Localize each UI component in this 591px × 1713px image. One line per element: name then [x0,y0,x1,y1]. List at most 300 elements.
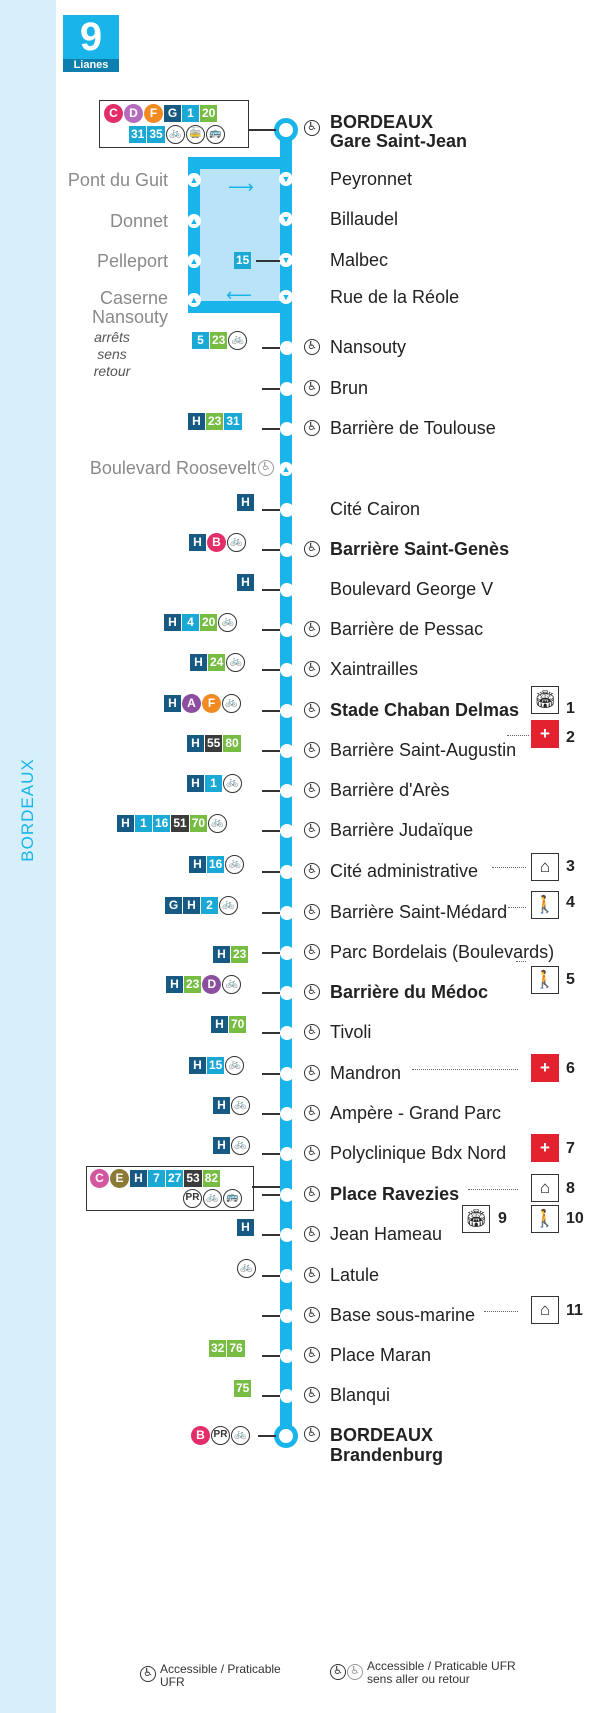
stop-name[interactable]: Boulevard Roosevelt [89,458,256,478]
bike-icon: 🚲 [203,1189,222,1208]
connector-tick [262,912,280,914]
connections-ravezies-row2 [182,1189,242,1208]
poi-number: 2 [566,729,575,746]
stop-name[interactable]: Polyclinique Bdx Nord [330,1143,507,1163]
stadium-icon[interactable]: 🏟 [531,686,559,714]
wheelchair-icon: ♿ [258,460,274,476]
connector-tick [262,1315,280,1317]
bus-4-badge[interactable]: 4 [182,614,199,631]
bus-23-badge[interactable]: 23 [233,947,247,961]
hospital-icon[interactable]: + [531,1134,559,1162]
leader-dots [516,961,526,962]
connections-maran [208,1339,245,1358]
stop-dot[interactable] [280,1309,294,1323]
bus-h-badge[interactable]: H [237,1219,254,1236]
bus-31-badge[interactable]: 31 [131,127,145,141]
stop-dot[interactable] [280,1067,294,1081]
connector-tick [262,388,280,390]
stop-dot[interactable] [280,583,294,597]
stop-dot-oneway[interactable]: ▼ [279,212,293,226]
connector-tick [262,790,280,792]
bike-icon: 🚲 [223,774,242,793]
bike-icon: 🚲 [228,331,247,350]
wheelchair-icon: ♿ [304,1347,320,1363]
tram-icon: 🚋 [186,125,205,144]
stop-dot-return[interactable]: ▲ [187,214,201,228]
bus-1-badge[interactable]: 1 [205,775,222,792]
bus-51-badge[interactable]: 51 [173,816,187,830]
stop-name[interactable]: Jean Hameau [330,1224,443,1244]
poi-number: 6 [566,1060,575,1077]
bus-76-badge[interactable]: 76 [229,1341,243,1355]
leader-dots [508,907,526,908]
stop-dot[interactable] [280,503,294,517]
stadium-icon[interactable]: 🏟 [462,1205,490,1233]
connections-malbec [233,251,251,270]
wheelchair-icon: ♿ [304,541,320,557]
bus-icon: 🚌 [206,125,225,144]
bike-icon: 🚲 [226,653,245,672]
stop-donnet[interactable]: Donnet [109,211,168,231]
connector-tick [256,260,280,262]
tram-f-badge[interactable]: F [144,104,163,123]
poi-number: 1 [566,700,575,717]
stop-dot[interactable] [280,784,294,798]
bus-82-badge[interactable]: 82 [204,1171,219,1185]
poi-number: 11 [566,1302,583,1319]
bike-icon: 🚲 [208,814,227,833]
poi-number: 8 [566,1180,575,1197]
connector-tick [262,750,280,752]
connections-cite-admin [188,855,244,874]
connector-tick [262,1153,280,1155]
connections-medoc [165,975,241,994]
wheelchair-icon: ♿ [304,1267,320,1283]
park-ride-icon: PR [183,1189,202,1208]
connector-tick [258,1435,276,1437]
leader-dots [492,867,526,868]
wheelchair-icon: ♿ [304,1065,320,1081]
stop-dot[interactable] [280,1269,294,1283]
connections-polyclinique [212,1136,250,1155]
wheelchair-icon: ♿ [304,420,320,436]
poi-number: 10 [566,1210,584,1227]
connector-tick [262,1395,280,1397]
wheelchair-icon: ♿ [304,1105,320,1121]
stop-dot[interactable] [280,623,294,637]
wheelchair-icon: ♿ [304,742,320,758]
wheelchair-icon: ♿ [304,702,320,718]
bus-h-badge[interactable]: H [190,654,207,671]
tram-b-badge[interactable]: B [191,1426,210,1445]
wheelchair-icon: ♿ [304,904,320,920]
line-name: Lianes [63,59,119,72]
connections-ravezies-row1 [89,1169,220,1188]
stop-name[interactable]: Barrière Saint-Médard [330,902,508,922]
bus-53-badge[interactable]: 53 [186,1171,200,1185]
connections-judaique [116,814,227,833]
line-badge [63,15,119,71]
tram-c-badge[interactable]: C [104,104,123,123]
poi-number: 5 [566,971,575,988]
bus-h-badge[interactable]: H [187,775,204,792]
connector-tick [262,669,280,671]
wheelchair-icon: ♿ [304,339,320,355]
connections-gare-row1 [103,104,217,123]
tram-c-badge[interactable]: C [90,1169,109,1188]
terminus-top-stop: Gare Saint-Jean [330,131,468,151]
retour-note-line3: retour [93,363,131,379]
wheelchair-icon: ♿ [304,1307,320,1323]
bus-h-badge[interactable]: H [213,1097,230,1114]
wheelchair-icon: ♿ [330,1664,346,1680]
connector-tick [262,830,280,832]
stop-dot-return[interactable]: ▲ [187,173,201,187]
bus-70-badge[interactable]: 70 [191,816,206,830]
legend-single: Accessible / Praticable UFR [160,1662,281,1689]
stop-dot-return[interactable]: ▲ [187,254,201,268]
stop-dot-oneway[interactable]: ▼ [279,172,293,186]
leader-dots [468,1189,518,1190]
connector-tick [262,1073,280,1075]
wheelchair-icon: ♿ [304,863,320,879]
hiker-icon[interactable]: 🚶 [531,966,559,994]
wheelchair-oneway-icon: ♿ [347,1664,363,1680]
wheelchair-icon: ♿ [304,782,320,798]
leader-dots [507,735,529,736]
stop-dot[interactable] [280,1349,294,1363]
wheelchair-icon: ♿ [304,661,320,677]
stop-name[interactable]: Boulevard George V [330,579,494,599]
stop-billaudel[interactable]: Billaudel [330,209,399,229]
arrow-left-icon: ⟵ [226,285,252,305]
connections-tivoli [210,1015,246,1034]
home-icon[interactable]: ⌂ [531,1174,559,1202]
stop-dot[interactable]: ▲ [279,462,293,476]
connector-tick [262,629,280,631]
stop-caserne-nansouty[interactable] [92,289,168,327]
arrow-right-icon: ⟶ [228,177,254,197]
connections-mandron [188,1056,244,1075]
connections-blanqui [233,1379,251,1398]
hiker-icon[interactable]: 🚶 [531,1205,559,1233]
retour-note-line2: sens [97,346,127,362]
stop-dot[interactable] [280,906,294,920]
bus-35-badge[interactable]: 35 [149,127,163,141]
connector-tick [246,129,276,131]
tram-e-badge[interactable]: E [110,1169,129,1188]
bus-h-badge[interactable]: H [117,815,134,832]
bus-23-badge[interactable]: 23 [212,333,226,347]
tram-a-badge[interactable]: A [182,694,201,713]
connections-jean-hameau [236,1218,254,1237]
bus-g-badge[interactable]: G [165,897,182,914]
bus-2-badge[interactable]: 2 [201,897,218,914]
stop-dot[interactable] [280,744,294,758]
connections-nansouty [191,331,247,350]
tram-d-badge[interactable]: D [202,975,221,994]
leader-dots [412,1069,518,1070]
connections-parc [212,945,248,964]
stop-dot[interactable] [280,341,294,355]
bike-icon: 🚲 [218,613,237,632]
park-ride-icon: PR [211,1426,230,1445]
stop-dot[interactable] [280,1026,294,1040]
bike-icon: 🚲 [227,533,246,552]
connections-box-ravezies [86,1166,254,1211]
bus-20-badge[interactable]: 20 [202,615,216,629]
bike-icon: 🚲 [166,125,185,144]
bus-h-badge[interactable]: H [237,494,254,511]
stop-dot[interactable] [280,865,294,879]
wheelchair-icon: ♿ [304,944,320,960]
connections-cairon [236,493,254,512]
connector-tick [262,347,280,349]
bike-icon: 🚲 [222,975,241,994]
return-stops-note [82,329,142,380]
stop-rue-de-la-reole[interactable]: Rue de la Réole [330,287,460,307]
stop-dot[interactable] [280,1389,294,1403]
stop-dot[interactable] [280,1188,294,1202]
bus-23-badge[interactable]: 23 [186,977,200,991]
connections-latule [236,1259,256,1278]
wheelchair-icon: ♿ [304,1226,320,1242]
wheelchair-icon: ♿ [140,1666,156,1682]
stop-name[interactable]: Barrière Judaïque [330,820,474,840]
bus-75-badge[interactable]: 75 [236,1381,250,1395]
bike-icon: 🚲 [231,1136,250,1155]
home-icon[interactable]: ⌂ [531,1296,559,1324]
stop-name[interactable]: Barrière de Pessac [330,619,484,639]
bus-16-badge[interactable]: 16 [155,816,169,830]
wheelchair-icon: ♿ [304,1024,320,1040]
connections-gare-row2 [128,125,225,144]
connector-tick [262,1194,280,1196]
connections-ampere [212,1096,250,1115]
connector-tick [262,589,280,591]
bus-20-badge[interactable]: 20 [202,106,216,120]
bus-h-badge[interactable]: H [188,413,205,430]
hospital-icon[interactable]: + [531,1054,559,1082]
stop-name[interactable]: Barrière Saint-Genès [330,539,510,559]
bus-24-badge[interactable]: 24 [210,655,224,669]
bike-icon: 🚲 [219,896,238,915]
leader-dots [484,1311,518,1312]
connector-tick [262,952,280,954]
stop-name[interactable]: Nansouty [330,337,407,357]
connector-tick [262,549,280,551]
bus-h-badge[interactable]: H [213,1137,230,1154]
legend-double [367,1660,547,1686]
connections-brandenburg [190,1426,250,1445]
stop-name[interactable]: Place Maran [330,1345,432,1365]
tram-f-badge[interactable]: F [202,694,221,713]
bus-15-badge[interactable]: 15 [209,1058,223,1072]
stop-caserne-line1: Caserne [99,288,168,308]
bus-27-badge[interactable]: 27 [168,1171,182,1185]
connector-tick [262,992,280,994]
connections-ares [186,774,242,793]
legend-double-line1: Accessible / Praticable UFR [367,1659,516,1673]
wheelchair-icon: ♿ [304,1426,320,1442]
stop-dot-oneway[interactable]: ▼ [279,290,293,304]
connections-augustin [186,734,241,753]
terminus-top[interactable] [330,113,467,151]
stop-name[interactable]: Barrière de Toulouse [330,418,496,438]
bike-icon: 🚲 [231,1426,250,1445]
bus-h-badge[interactable]: H [187,735,204,752]
stop-malbec[interactable]: Malbec [330,250,389,270]
stop-dot[interactable] [280,824,294,838]
bus-15-badge[interactable]: 15 [236,253,250,267]
terminus-dot-top[interactable] [274,118,298,142]
stop-peyronnet[interactable]: Peyronnet [330,169,413,189]
terminus-top-city: BORDEAUX [330,112,434,132]
connections-toulouse [187,412,242,431]
bus-1-badge[interactable]: 1 [135,815,152,832]
stop-name[interactable]: Base sous-marine [330,1305,476,1325]
stop-name[interactable]: Mandron [330,1063,402,1083]
stop-dot[interactable] [280,1147,294,1161]
bike-icon: 🚲 [231,1096,250,1115]
bus-h-badge[interactable]: H [189,1057,206,1074]
tram-d-badge[interactable]: D [124,104,143,123]
wheelchair-icon: ♿ [304,984,320,1000]
hospital-icon[interactable]: + [531,720,559,748]
bus-16-badge[interactable]: 16 [209,857,223,871]
stop-dot[interactable] [280,663,294,677]
bus-5-badge[interactable]: 5 [192,332,209,349]
bus-icon: 🚌 [223,1189,242,1208]
bike-icon: 🚲 [225,1056,244,1075]
stop-pelleport[interactable]: Pelleport [96,251,168,271]
hiker-icon[interactable]: 🚶 [531,891,559,919]
bike-icon: 🚲 [237,1259,256,1278]
stop-dot[interactable] [280,543,294,557]
district-label: BORDEAUX [18,758,37,862]
bus-80-badge[interactable]: 80 [225,736,239,750]
bus-g-badge[interactable]: G [164,105,181,122]
stop-dot-oneway[interactable]: ▼ [279,253,293,267]
stop-name[interactable]: Ampère - Grand Parc [330,1103,502,1123]
stop-dot-return[interactable]: ▲ [187,293,201,307]
stop-name[interactable]: Barrière d'Arès [330,780,450,800]
terminus-bottom[interactable] [330,1425,443,1465]
connector-tick [262,1355,280,1357]
terminus-bottom-stop: Brandenburg [330,1445,444,1465]
bus-32-badge[interactable]: 32 [211,1341,225,1355]
stop-dot[interactable] [280,1107,294,1121]
connector-tick [262,1234,280,1236]
wheelchair-icon: ♿ [304,120,320,136]
bus-h-badge[interactable]: H [130,1170,147,1187]
bus-7-badge[interactable]: 7 [148,1170,165,1187]
bus-23-badge[interactable]: 23 [208,414,222,428]
wheelchair-icon: ♿ [304,1186,320,1202]
bus-h-badge[interactable]: H [213,946,230,963]
bus-h-badge[interactable]: H [189,534,206,551]
tram-b-badge[interactable]: B [207,533,226,552]
stop-name[interactable]: Cité administrative [330,861,479,881]
wheelchair-icon: ♿ [304,1145,320,1161]
stop-name[interactable]: Xaintrailles [330,659,419,679]
loop-top [188,157,288,169]
wheelchair-icon: ♿ [304,1387,320,1403]
connector-tick [252,1186,280,1188]
poi-number: 3 [566,858,575,875]
bus-h-badge[interactable]: H [164,614,181,631]
stop-name[interactable]: Parc Bordelais (Boulevards) [330,942,555,962]
bus-h-badge[interactable]: H [183,897,200,914]
stop-name[interactable]: Barrière du Médoc [330,982,489,1002]
wheelchair-icon: ♿ [304,822,320,838]
home-icon[interactable]: ⌂ [531,853,559,881]
connections-george [236,573,254,592]
connections-pessac [163,613,237,632]
bus-h-badge[interactable]: H [166,976,183,993]
connections-xaintrailles [189,653,245,672]
poi-number: 4 [566,894,575,911]
connector-tick [262,509,280,511]
bus-h-badge[interactable]: H [211,1016,228,1033]
stop-name[interactable]: Latule [330,1265,380,1285]
bus-h-badge[interactable]: H [164,695,181,712]
poi-number: 9 [498,1210,507,1227]
connections-chaban [163,694,241,713]
stop-name[interactable]: Barrière Saint-Augustin [330,740,517,760]
connections-medard [164,896,238,915]
stop-dot[interactable] [280,986,294,1000]
bus-55-badge[interactable]: 55 [207,736,221,750]
stop-name[interactable]: Stade Chaban Delmas [330,700,520,720]
bus-h-badge[interactable]: H [189,856,206,873]
bus-70-badge[interactable]: 70 [231,1017,245,1031]
terminus-dot-bottom[interactable] [274,1424,298,1448]
retour-note-line1: arrêts [94,329,130,345]
terminus-bottom-city: BORDEAUX [330,1425,434,1445]
stop-pont-du-guit[interactable]: Pont du Guit [67,170,168,190]
stop-name[interactable]: Tivoli [330,1022,372,1042]
line-number: 9 [79,15,103,59]
bus-31-badge[interactable]: 31 [226,414,240,428]
stop-name[interactable]: Cité Cairon [330,499,421,519]
stop-dot[interactable] [280,382,294,396]
wheelchair-icon: ♿ [304,621,320,637]
connector-tick [262,710,280,712]
stop-name[interactable]: Brun [330,378,369,398]
bus-h-badge[interactable]: H [237,574,254,591]
stop-dot[interactable] [280,946,294,960]
poi-number: 7 [566,1140,575,1157]
bike-icon: 🚲 [225,855,244,874]
bus-1-badge[interactable]: 1 [182,105,199,122]
connector-tick [262,1275,280,1277]
connections-genes [188,533,246,552]
connections-box-gare [99,100,249,148]
connector-tick [262,871,280,873]
stop-name[interactable]: Place Ravezies [330,1184,460,1204]
stop-caserne-line2: Nansouty [91,307,168,327]
legend-double-line2: sens aller ou retour [367,1672,470,1686]
stop-dot[interactable] [280,422,294,436]
stop-dot[interactable] [280,704,294,718]
stop-name[interactable]: Blanqui [330,1385,391,1405]
connector-tick [262,1032,280,1034]
connector-tick [262,428,280,430]
bike-icon: 🚲 [222,694,241,713]
stop-dot[interactable] [280,1228,294,1242]
connector-tick [262,1113,280,1115]
